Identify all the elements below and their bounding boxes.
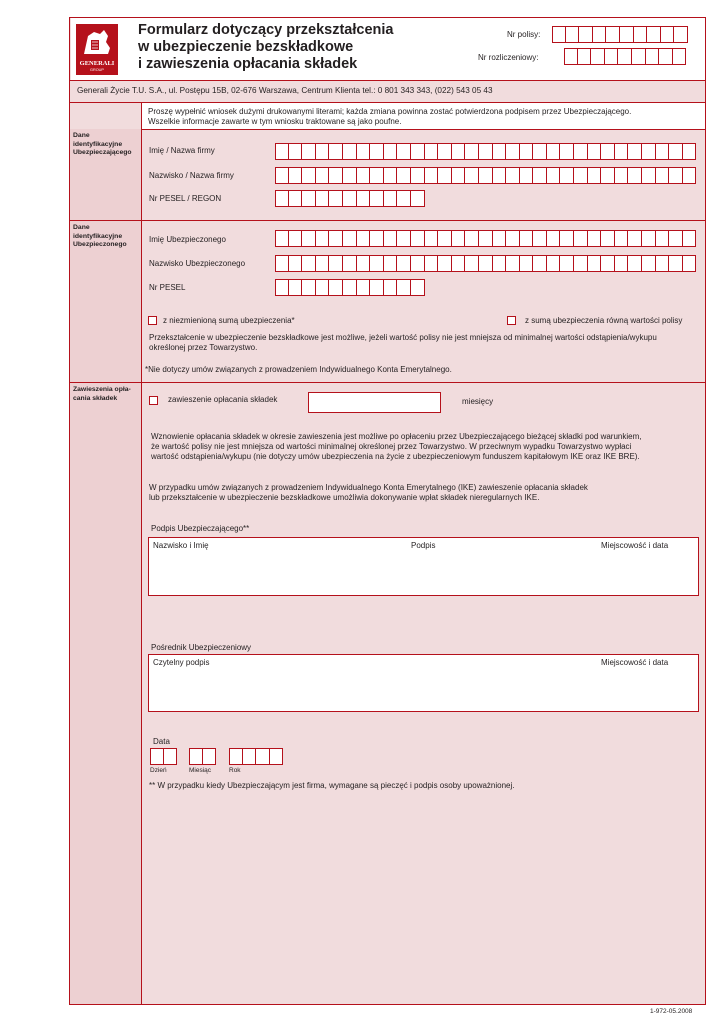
- signature-sign-label: Podpis: [411, 541, 436, 550]
- agent-sign-label: Czytelny podpis: [153, 658, 210, 667]
- divider: [70, 382, 706, 383]
- logo-sub: GROUP: [90, 68, 104, 72]
- insurer-pesel-input[interactable]: [275, 190, 425, 207]
- company-footnote: ** W przypadku kiedy Ubezpieczającym jest firma, wymagane są pieczęć i podpis osoby upoważnionej.: [149, 781, 515, 790]
- signature-place-label: Miejscowość i data: [601, 541, 669, 550]
- section-label-suspension: Zawieszenia opła- cania składek: [73, 386, 131, 402]
- form-frame: [69, 17, 706, 1005]
- divider: [70, 129, 706, 130]
- signature-name-label: Nazwisko i Imię: [153, 541, 209, 550]
- section-label-insurer: Dane identyfikacyjne Ubezpieczającego: [73, 132, 132, 156]
- insurer-surname-input[interactable]: [275, 167, 696, 184]
- divider: [70, 80, 706, 81]
- agent-title: Pośrednik Ubezpieczeniowy: [151, 643, 252, 652]
- equal-sum-checkbox[interactable]: [507, 316, 516, 325]
- insured-name-label: Imię Ubezpieczonego: [149, 235, 226, 244]
- insured-surname-input[interactable]: [275, 255, 696, 272]
- insurer-pesel-label: Nr PESEL / REGON: [149, 194, 222, 203]
- divider: [70, 220, 706, 221]
- insurer-name-label: Imię / Nazwa firmy: [149, 146, 215, 155]
- months-label: miesięcy: [462, 397, 494, 406]
- policy-no-label: Nr polisy:: [507, 30, 541, 39]
- section-label-column: [70, 129, 142, 1004]
- unchanged-sum-label: z niezmienioną sumą ubezpieczenia*: [163, 316, 295, 325]
- date-title: Data: [153, 737, 170, 746]
- insured-surname-label: Nazwisko Ubezpieczonego: [149, 259, 246, 268]
- date-month-label: Miesiąc: [189, 767, 212, 774]
- unchanged-sum-checkbox[interactable]: [148, 316, 157, 325]
- signature-title: Podpis Ubezpieczającego**: [151, 524, 250, 533]
- suspension-checkbox[interactable]: [149, 396, 158, 405]
- page-title: Formularz dotyczący przekształcenia w ubezpieczenie bezskładkowe i zawieszenia opłacania składek: [138, 22, 394, 72]
- date-year-input[interactable]: [229, 748, 283, 765]
- equal-sum-label: z sumą ubezpieczenia równą wartości polisy: [525, 316, 683, 325]
- insured-pesel-input[interactable]: [275, 279, 425, 296]
- insured-name-input[interactable]: [275, 230, 696, 247]
- logo-brand: GENERALI: [79, 60, 115, 67]
- ike-footnote: *Nie dotyczy umów związanych z prowadzeniem Indywidualnego Konta Emerytalnego.: [145, 365, 452, 374]
- suspension-label: zawieszenie opłacania składek: [168, 395, 278, 404]
- policy-no-input[interactable]: [552, 26, 688, 43]
- date-day-label: Dzień: [150, 767, 167, 774]
- months-input[interactable]: [308, 392, 441, 413]
- form-code: 1-972-05.2008: [650, 1008, 693, 1015]
- date-year-label: Rok: [229, 767, 241, 774]
- ike-paragraph: W przypadku umów związanych z prowadzeniem Indywidualnego Konta Emerytalnego (IKE) zawieszenie opłacania składek lub przekształcenie w ubezpieczenie bezskładkowe umożliwia dokonywanie wpłat składek nieregularnych IKE.: [149, 483, 588, 502]
- date-day-input[interactable]: [150, 748, 177, 765]
- lion-icon: [78, 26, 116, 58]
- insurer-surname-label: Nazwisko / Nazwa firmy: [149, 171, 234, 180]
- company-info: Generali Życie T.U. S.A., ul. Postępu 15B, 02-676 Warszawa, Centrum Klienta tel.: 0 801 343 343, (022) 543 05 43: [77, 86, 493, 95]
- instructions-left-cell: [70, 103, 142, 129]
- insurer-name-input[interactable]: [275, 143, 696, 160]
- settlement-no-label: Nr rozliczeniowy:: [478, 53, 539, 62]
- settlement-no-input[interactable]: [564, 48, 686, 65]
- agent-place-label: Miejscowość i data: [601, 658, 669, 667]
- date-month-input[interactable]: [189, 748, 216, 765]
- insured-pesel-label: Nr PESEL: [149, 283, 186, 292]
- resumption-paragraph: Wznowienie opłacania składek w okresie zawieszenia jest możliwe po opłaceniu przez Ubezpieczającego bieżącej składki pod warunkiem, że wartość polisy nie jest mniejsza od wartości minimalnej określonej przez Towarzystwo. W przeciwnym wypadku Towarzystwo wypłaci wartość odstąpienia/wykupu (nie dotyczy umów ubezpieczenia na życie z ubezpieczeniowym funduszem kapitałowym IKE oraz IKE BRE).: [151, 432, 642, 461]
- instructions-text: Proszę wypełnić wniosek dużymi drukowanymi literami; każda zmiana powinna zostać potwierdzona podpisem przez Ubezpieczającego. Wszelkie informacje zawarte w tym wniosku traktowane są jako poufne.: [148, 107, 632, 126]
- conversion-note: Przekształcenie w ubezpieczenie bezskładkowe jest możliwe, jeżeli wartość polisy nie jest mniejsza od minimalnej wartości odstąpienia/wykupu określonej przez Towarzystwo.: [149, 333, 657, 352]
- section-label-insured: Dane identyfikacyjne Ubezpieczonego: [73, 224, 127, 248]
